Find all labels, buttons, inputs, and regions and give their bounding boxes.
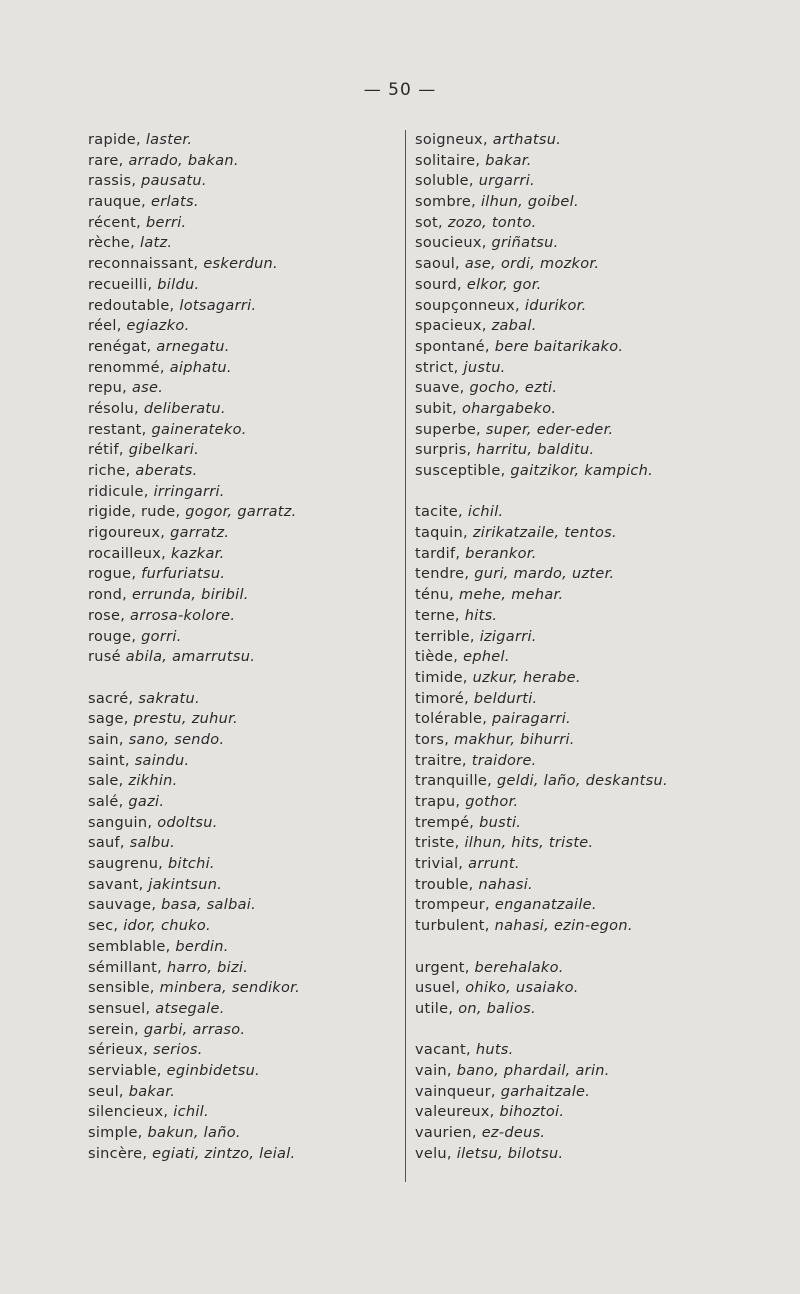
dictionary-entry (88, 771, 393, 792)
entry-word: soluble, (415, 173, 474, 190)
entry-translation: gogor, garratz. (185, 504, 297, 521)
dictionary-entry (88, 440, 393, 461)
entry-translation: urgarri. (478, 173, 535, 190)
entry-translation: nahasi, ezin-egon. (494, 918, 633, 935)
dictionary-entry (88, 916, 393, 937)
dictionary-entry (415, 1040, 795, 1061)
entry-word: trempé, (415, 814, 475, 831)
dictionary-entry (415, 1061, 795, 1082)
entry-word: sanguin, (88, 814, 153, 831)
dictionary-entry (88, 151, 393, 172)
dictionary-entry (88, 627, 393, 648)
entry-word: tranquille, (415, 773, 493, 790)
entry-translation: mehe, mehar. (459, 587, 564, 604)
dictionary-entry (415, 647, 795, 668)
entry-word: serein, (88, 1021, 139, 1038)
entry-word: utile, (415, 1000, 454, 1017)
entry-word: sensible, (88, 980, 155, 997)
entry-translation: ase. (132, 380, 164, 397)
blank-line (415, 482, 795, 503)
dictionary-entry (415, 1102, 795, 1123)
entry-translation: ichil. (467, 504, 504, 521)
entry-translation: bildu. (157, 276, 200, 293)
dictionary-entry (415, 420, 795, 441)
entry-word: savant, (88, 876, 144, 893)
entry-translation: idor, chuko. (123, 918, 211, 935)
entry-translation: bano, phardail, arin. (456, 1062, 610, 1079)
entry-word: sérieux, (88, 1042, 149, 1059)
entry-translation: aberats. (135, 463, 198, 479)
entry-translation: abila, amarrutsu. (125, 649, 256, 666)
entry-translation: bakar. (485, 152, 532, 169)
entry-word: ténu, (415, 587, 455, 604)
entry-word: soigneux, (415, 132, 488, 148)
entry-translation: odoltsu. (157, 814, 218, 831)
left-column (88, 130, 393, 1164)
dictionary-entry (88, 316, 393, 337)
dictionary-entry (415, 1082, 795, 1103)
entry-translation: izigarri. (479, 628, 537, 645)
entry-translation: lotsagarri. (179, 297, 257, 314)
dictionary-entry (415, 151, 795, 172)
entry-translation: arrosa-kolore. (130, 607, 236, 624)
dictionary-entry (415, 130, 795, 151)
entry-word: semblable, (88, 938, 171, 955)
dictionary-entry (88, 461, 393, 482)
dictionary-entry (415, 709, 795, 730)
entry-translation: harritu, balditu. (476, 442, 595, 459)
dictionary-entry (88, 606, 393, 627)
entry-word: vaurien, (415, 1125, 477, 1141)
entry-translation: geldi, laño, deskantsu. (496, 773, 668, 790)
entry-word: rocailleux, (88, 545, 167, 562)
dictionary-entry (415, 399, 795, 420)
entry-word: tors, (415, 731, 450, 748)
entry-translation: prestu, zuhur. (133, 711, 238, 728)
dictionary-entry (88, 171, 393, 192)
dictionary-entry (88, 978, 393, 999)
dictionary-entry (88, 130, 393, 151)
entry-word: terrible, (415, 628, 475, 645)
entry-translation: gothor. (465, 794, 519, 810)
entry-translation: pairagarri. (492, 711, 571, 728)
dictionary-entry (415, 544, 795, 565)
entry-translation: griñatsu. (491, 235, 559, 252)
entry-word: rusé (88, 649, 121, 666)
entry-word: rigoureux, (88, 525, 166, 542)
entry-word: soupçonneux, (415, 297, 520, 314)
entry-word: sourd, (415, 276, 462, 293)
entry-translation: atsegale. (155, 1000, 225, 1017)
entry-word: repu, (88, 380, 128, 397)
entry-word: redoutable, (88, 297, 175, 314)
right-column (415, 130, 795, 1164)
entry-translation: serios. (153, 1042, 203, 1059)
entry-translation: bakun, laño. (147, 1125, 241, 1141)
dictionary-entry (88, 1144, 393, 1165)
entry-translation: iletsu, bilotsu. (456, 1145, 564, 1162)
entry-translation: makhur, bihurri. (454, 731, 575, 748)
dictionary-entry (415, 668, 795, 689)
entry-word: taquin, (415, 525, 468, 542)
entry-translation: egiazko. (126, 318, 190, 335)
dictionary-entry (88, 523, 393, 544)
entry-translation: uzkur, herabe. (472, 669, 581, 686)
dictionary-entry (88, 937, 393, 958)
entry-word: résolu, (88, 400, 139, 417)
entry-word: trompeur, (415, 897, 490, 914)
entry-word: rétif, (88, 442, 124, 459)
entry-translation: latz. (139, 235, 173, 252)
entry-translation: irringarri. (153, 483, 225, 500)
entry-word: récent, (88, 214, 142, 231)
dictionary-entry (88, 544, 393, 565)
entry-translation: justu. (463, 359, 506, 376)
entry-word: sauf, (88, 835, 125, 852)
entry-word: simple, (88, 1125, 143, 1141)
dictionary-entry (415, 440, 795, 461)
dictionary-entry (415, 192, 795, 213)
dictionary-entry (88, 875, 393, 896)
entry-word: sincère, (88, 1145, 148, 1162)
entry-word: sale, (88, 773, 124, 790)
dictionary-entry (415, 916, 795, 937)
dictionary-entry (415, 523, 795, 544)
entry-word: tacite, (415, 504, 463, 521)
entry-translation: arnegatu. (156, 338, 230, 355)
dictionary-entry (415, 689, 795, 710)
entry-translation: super, eder-eder. (485, 421, 614, 438)
entry-translation: zozo, tonto. (447, 214, 537, 231)
dictionary-entry (88, 275, 393, 296)
entry-word: rose, (88, 607, 126, 624)
entry-word: triste, (415, 835, 460, 852)
dictionary-entry (415, 606, 795, 627)
entry-word: reconnaissant, (88, 256, 199, 273)
entry-translation: hits. (464, 607, 498, 624)
dictionary-entry (88, 647, 393, 668)
entry-translation: ohargabeko. (462, 400, 557, 417)
entry-translation: gorri. (141, 628, 182, 645)
entry-translation: bakar. (128, 1083, 176, 1100)
entry-translation: ichil. (173, 1104, 209, 1121)
entry-translation: berankor. (465, 545, 537, 562)
entry-word: silencieux, (88, 1104, 169, 1121)
dictionary-entry (88, 999, 393, 1020)
dictionary-entry (88, 502, 393, 523)
dictionary-entry (415, 895, 795, 916)
entry-translation: bere baitarikako. (494, 338, 624, 355)
dictionary-entry (415, 502, 795, 523)
blank-line (88, 668, 393, 689)
entry-word: urgent, (415, 959, 470, 976)
entry-word: rouge, (88, 628, 137, 645)
entry-word: saint, (88, 752, 130, 769)
dictionary-entry (415, 275, 795, 296)
entry-translation: saindu. (134, 752, 190, 769)
entry-translation: gibelkari. (128, 442, 199, 459)
dictionary-entry (415, 296, 795, 317)
dictionary-entry (88, 564, 393, 585)
entry-word: vainqueur, (415, 1083, 496, 1100)
entry-translation: busti. (479, 814, 522, 831)
dictionary-entry (88, 358, 393, 379)
entry-translation: kazkar. (170, 545, 225, 562)
entry-translation: laster. (145, 132, 193, 148)
entry-translation: harro, bizi. (166, 959, 249, 976)
entry-word: turbulent, (415, 918, 490, 935)
entry-word: soucieux, (415, 235, 487, 252)
dictionary-entry (88, 833, 393, 854)
dictionary-entry (415, 730, 795, 751)
entry-word: tardif, (415, 545, 461, 562)
dictionary-entry (88, 296, 393, 317)
entry-word: vacant, (415, 1042, 471, 1059)
dictionary-entry (88, 337, 393, 358)
entry-word: terne, (415, 607, 460, 624)
dictionary-entry (415, 254, 795, 275)
entry-word: timide, (415, 669, 468, 686)
dictionary-entry (415, 792, 795, 813)
entry-word: réel, (88, 318, 122, 335)
entry-word: spontané, (415, 338, 490, 355)
entry-word: rogue, (88, 566, 137, 583)
entry-translation: jakintsun. (148, 876, 223, 893)
entry-word: sauvage, (88, 897, 157, 914)
entry-word: sage, (88, 711, 129, 728)
entry-translation: nahasi. (478, 876, 533, 893)
entry-translation: ase, ordi, mozkor. (464, 256, 600, 273)
entry-word: renégat, (88, 338, 152, 355)
entry-word: spacieux, (415, 318, 487, 335)
entry-translation: pausatu. (141, 173, 207, 190)
entry-word: rassis, (88, 173, 137, 190)
entry-translation: huts. (475, 1042, 514, 1059)
dictionary-entry (88, 585, 393, 606)
entry-translation: ez-deus. (481, 1125, 546, 1141)
entry-translation: garbi, arraso. (143, 1021, 246, 1038)
dictionary-entry (415, 564, 795, 585)
entry-translation: ephel. (463, 649, 510, 666)
dictionary-entry (88, 689, 393, 710)
entry-translation: garratz. (170, 525, 230, 542)
dictionary-entry (88, 730, 393, 751)
entry-word: sacré, (88, 690, 134, 707)
entry-translation: garhaitzale. (500, 1083, 591, 1100)
page-number: — 50 — (363, 80, 437, 100)
dictionary-entry (88, 895, 393, 916)
entry-word: superbe, (415, 421, 481, 438)
entry-word: renommé, (88, 359, 165, 376)
dictionary-entry (88, 854, 393, 875)
entry-translation: berehalako. (474, 959, 564, 976)
dictionary-entry (415, 461, 795, 482)
entry-translation: zikhin. (128, 773, 178, 790)
dictionary-entry (88, 399, 393, 420)
entry-translation: berdin. (175, 938, 229, 955)
entry-translation: eginbidetsu. (166, 1062, 260, 1079)
dictionary-entry (415, 958, 795, 979)
entry-translation: ohiko, usaiako. (465, 980, 579, 997)
entry-translation: idurikor. (524, 297, 587, 314)
entry-word: traitre, (415, 752, 467, 769)
entry-word: trivial, (415, 856, 464, 873)
dictionary-entry (88, 213, 393, 234)
entry-translation: basa, salbai. (161, 897, 256, 914)
dictionary-entry (415, 813, 795, 834)
dictionary-entry (415, 854, 795, 875)
dictionary-entry (415, 585, 795, 606)
entry-translation: sano, sendo. (128, 731, 225, 748)
dictionary-entry (88, 420, 393, 441)
dictionary-entry (415, 1144, 795, 1165)
entry-word: trouble, (415, 876, 474, 893)
entry-translation: traidore. (471, 752, 537, 769)
entry-word: rauque, (88, 194, 147, 211)
entry-word: strict, (415, 359, 459, 376)
dictionary-entry (415, 999, 795, 1020)
entry-word: riche, (88, 463, 131, 479)
entry-translation: gazi. (128, 794, 165, 810)
entry-word: rapide, (88, 132, 141, 148)
entry-word: seul, (88, 1083, 124, 1100)
entry-translation: ilhun, goibel. (480, 194, 579, 211)
entry-word: sain, (88, 731, 124, 748)
entry-word: valeureux, (415, 1104, 495, 1121)
dictionary-entry (88, 378, 393, 399)
entry-translation: arthatsu. (492, 132, 562, 148)
entry-translation: deliberatu. (143, 400, 226, 417)
dictionary-entry (415, 378, 795, 399)
entry-word: trapu, (415, 794, 461, 810)
entry-translation: eskerdun. (203, 256, 278, 273)
entry-translation: minbera, sendikor. (159, 980, 300, 997)
entry-translation: on, balios. (458, 1000, 536, 1017)
dictionary-entry (415, 358, 795, 379)
entry-translation: zirikatzaile, tentos. (472, 525, 617, 542)
dictionary-entry (415, 171, 795, 192)
entry-word: sensuel, (88, 1000, 151, 1017)
entry-translation: gocho, ezti. (469, 380, 558, 397)
entry-translation: aiphatu. (169, 359, 232, 376)
entry-word: solitaire, (415, 152, 481, 169)
dictionary-entry (88, 254, 393, 275)
entry-word: sombre, (415, 194, 477, 211)
entry-translation: beldurti. (473, 690, 538, 707)
entry-translation: furfuriatsu. (141, 566, 226, 583)
column-divider (405, 130, 406, 1182)
dictionary-entry (415, 213, 795, 234)
dictionary-entry (415, 316, 795, 337)
dictionary-entry (415, 1123, 795, 1144)
entry-translation: bihoztoi. (499, 1104, 565, 1121)
entry-translation: arrunt. (468, 856, 520, 873)
entry-translation: gainerateko. (151, 421, 247, 438)
entry-translation: errunda, biribil. (131, 587, 249, 604)
entry-word: tiède, (415, 649, 459, 666)
dictionary-entry (88, 1020, 393, 1041)
entry-word: serviable, (88, 1062, 162, 1079)
entry-word: timoré, (415, 690, 469, 707)
entry-word: salé, (88, 794, 124, 810)
dictionary-entry (88, 1061, 393, 1082)
entry-translation: erlats. (150, 194, 199, 211)
entry-word: recueilli, (88, 276, 153, 293)
entry-word: rare, (88, 152, 124, 169)
entry-word: vain, (415, 1062, 452, 1079)
entry-translation: gaitzikor, kampich. (510, 463, 654, 479)
entry-word: tendre, (415, 566, 470, 583)
entry-word: tolérable, (415, 711, 488, 728)
dictionary-entry (88, 1040, 393, 1061)
entry-translation: arrado, bakan. (128, 152, 239, 169)
dictionary-entry (88, 751, 393, 772)
dictionary-entry (415, 771, 795, 792)
entry-translation: zabal. (491, 318, 537, 335)
dictionary-entry (88, 192, 393, 213)
dictionary-entry (88, 233, 393, 254)
entry-translation: berri. (145, 214, 187, 231)
entry-word: rèche, (88, 235, 136, 252)
blank-line (415, 1020, 795, 1041)
entry-translation: elkor, gor. (466, 276, 542, 293)
dictionary-entry (88, 709, 393, 730)
dictionary-entry (415, 627, 795, 648)
dictionary-entry (415, 751, 795, 772)
entry-word: usuel, (415, 980, 461, 997)
dictionary-entry (415, 337, 795, 358)
entry-translation: salbu. (129, 835, 176, 852)
dictionary-entry (88, 813, 393, 834)
entry-translation: ilhun, hits, triste. (464, 835, 594, 852)
entry-word: sec, (88, 918, 119, 935)
blank-line (415, 937, 795, 958)
entry-word: ridicule, (88, 483, 149, 500)
entry-word: saugrenu, (88, 856, 164, 873)
dictionary-entry (88, 482, 393, 503)
entry-word: subit, (415, 400, 458, 417)
dictionary-entry (88, 958, 393, 979)
entry-word: suave, (415, 380, 465, 397)
entry-word: susceptible, (415, 463, 506, 479)
dictionary-entry (415, 875, 795, 896)
entry-translation: bitchi. (168, 856, 215, 873)
dictionary-entry (88, 1102, 393, 1123)
dictionary-entry (88, 1123, 393, 1144)
entry-word: saoul, (415, 256, 460, 273)
entry-word: rond, (88, 587, 128, 604)
dictionary-entry (88, 1082, 393, 1103)
dictionary-entry (415, 233, 795, 254)
entry-word: surpris, (415, 442, 472, 459)
entry-word: sémillant, (88, 959, 163, 976)
entry-word: velu, (415, 1145, 452, 1162)
dictionary-entry (415, 978, 795, 999)
entry-translation: enganatzaile. (494, 897, 597, 914)
entry-translation: sakratu. (138, 690, 200, 707)
entry-word: rigide, rude, (88, 504, 181, 521)
entry-word: sot, (415, 214, 443, 231)
dictionary-entry (88, 792, 393, 813)
entry-translation: guri, mardo, uzter. (474, 566, 615, 583)
entry-translation: egiati, zintzo, leial. (152, 1145, 296, 1162)
dictionary-entry (415, 833, 795, 854)
entry-word: restant, (88, 421, 147, 438)
